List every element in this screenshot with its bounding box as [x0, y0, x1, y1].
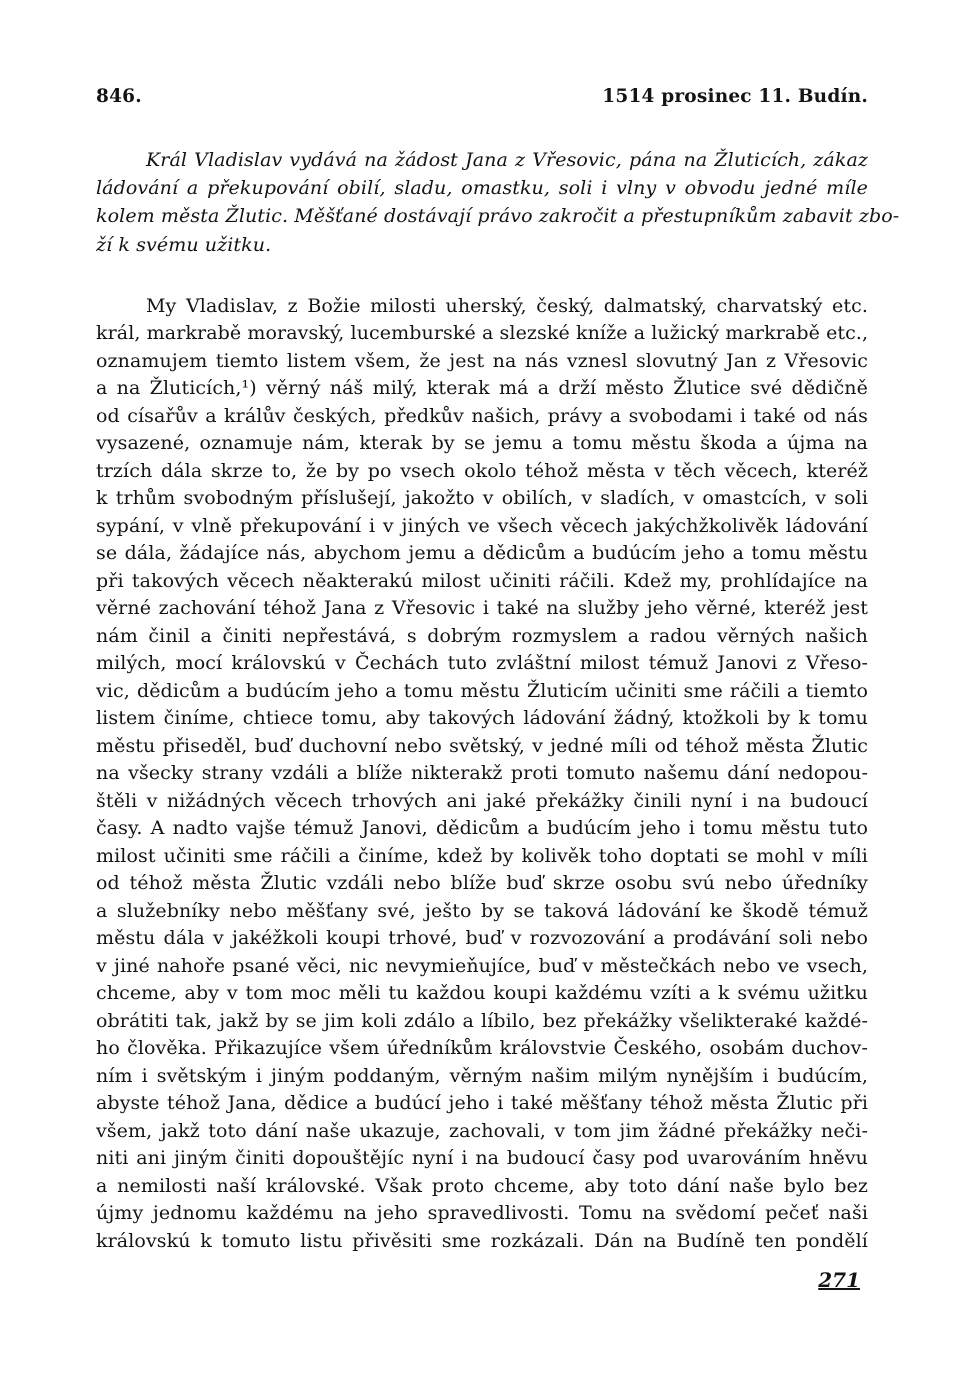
- charter-text: [96, 293, 868, 1256]
- regest-summary: [96, 146, 900, 259]
- text-line: věrné zachování téhož Jana z Vřesovic i také na služby jeho věrné, kteréž jest: [96, 597, 868, 620]
- text-line: a na Žluticích,¹) věrný náš milý, kterak má a drží město Žlutice své dědičně: [96, 377, 868, 400]
- text-line: ním i světským i jiným poddaným, věrným našim milým nynějším i budúcím,: [96, 1064, 868, 1087]
- text-line: niti ani jiným činiti dopouštějíc nyní i na budoucí časy pod uvarováním hněvu: [96, 1147, 868, 1170]
- text-line: trzích dála skrze to, že by po vsech okolo téhož města v těch věcech, kteréž: [96, 459, 868, 482]
- text-line: královskú k tomuto listu přivěsiti sme rozkázali. Dán na Budíně ten pondělí: [96, 1229, 868, 1252]
- text-line: ho člověka. Přikazujíce všem úředníkům královstvie Českého, osobám duchov-: [96, 1037, 868, 1060]
- text-line: od císařův a králův českých, předkův našich, právy a svobodami i také od nás: [96, 404, 868, 427]
- text-line: časy. A nadto vajše témuž Janovi, dědicům a budúcím jeho i tomu městu tuto: [96, 817, 868, 840]
- folio-number: 271: [818, 1268, 860, 1292]
- text-line: oznamujem tiemto listem všem, že jest na nás vznesl slovutný Jan z Vřesovic: [96, 349, 868, 372]
- text-line: a nemilosti naší královské. Však proto chceme, aby toto dání naše bylo bez: [96, 1174, 868, 1197]
- text-line: při takových věcech něakterakú milost učiniti ráčili. Kdež my, prohlídajíce na: [96, 569, 868, 592]
- regest-line: Král Vladislav vydává na žádost Jana z Vřesovic, pána na Žluticích, zákaz: [146, 149, 868, 171]
- regest-line: ží k svému užitku.: [96, 233, 272, 256]
- text-line: štěli v nižádných věcech trhových ani jaké překážky činili nyní i na budoucí: [96, 789, 868, 812]
- text-line: městu přiseděl, buď duchovní nebo světský, v jedné míli od téhož města Žlutic: [96, 734, 868, 757]
- text-line: od téhož města Žlutic vzdáli nebo blíže buď skrze osobu svú nebo úředníky: [96, 872, 868, 895]
- text-line: obrátiti tak, jakž by se jim koli zdálo a líbilo, bez překážky všelikterаké každé-: [96, 1009, 868, 1032]
- text-line: listem činíme, chtiece tomu, aby takových ládování žádný, ktožkoli by k tomu: [96, 707, 868, 730]
- text-line: milých, mocí královskú v Čechách tuto zvláštní milost témuž Janovi z Vřeso-: [96, 652, 868, 675]
- text-line: chceme, aby v tom moc měli tu každou koupi každému vzíti a k svému užitku: [96, 982, 868, 1005]
- text-line: městu dála v jakéžkoli koupi trhové, buď v rozvozování a prodávání soli nebo: [96, 927, 868, 950]
- text-line: sypání, v vlně překupování i v jiných ve všech věcech jakýchžkolivěk ládování: [96, 514, 868, 537]
- text-line: král, markrabě moravský, lucemburské a slezské kníže a lužický markrabě etc.,: [96, 322, 869, 345]
- regest-line: ládování a překupování obilí, sladu, omastku, soli i vlny v obvodu jedné míle: [96, 177, 868, 200]
- text-line: milost učiniti sme ráčili a činíme, kdež by kolivěk toho doptati se mohl v míli: [96, 844, 868, 867]
- document-number: 846.: [96, 86, 142, 107]
- text-line: na všecky strany vzdáli a blíže nikterakž proti tomuto našemu dání nedopou-: [96, 762, 868, 785]
- document-page: [96, 86, 900, 1255]
- text-line: újmy jednomu každému na jeho spravedlivosti. Tomu na svědomí pečeť naši: [96, 1202, 868, 1225]
- text-line: nám činil a činiti nepřestává, s dobrým rozmyslem a radou věrných našich: [96, 624, 868, 647]
- document-date-place: 1514 prosinec 11. Budín.: [602, 86, 868, 107]
- text-line: a služebníky nebo měšťany své, ješto by se taková ládování ke škodě témuž: [96, 899, 868, 922]
- text-line: se dála, žádajíce nás, abychom jemu a dědicům a budúcím jeho a tomu městu: [96, 542, 868, 565]
- text-line: vic, dědicům a budúcím jeho a tomu městu Žluticím učiniti sme ráčili a tiemto: [96, 679, 868, 702]
- text-line: abyste téhož Jana, dědice a budúcí jeho i také měšťany téhož města Žlutic při: [96, 1092, 868, 1115]
- text-line: My Vladislav, z Božie milosti uherský, český, dalmatský, charvatský etc.: [146, 294, 868, 317]
- text-line: v jiné nahoře psané věci, nic nevymieňujíce, buď v městečkách nebo ve vsech,: [96, 954, 868, 977]
- regest-line: kolem města Žlutic. Měšťané dostávají právo zakročit a přestupníkům zabavit zbo-: [96, 205, 900, 228]
- text-line: všem, jakž toto dání naše ukazuje, zachovali, v tom jim žádné překážky neči-: [96, 1119, 868, 1142]
- text-line: vysazené, oznamuje nám, kterak by se jemu a tomu městu škoda a újma na: [96, 432, 868, 455]
- text-line: k trhům svobodným příslušejí, jakožto v obilích, v sladích, v omastcích, v soli: [96, 487, 868, 510]
- page-header: [96, 86, 868, 116]
